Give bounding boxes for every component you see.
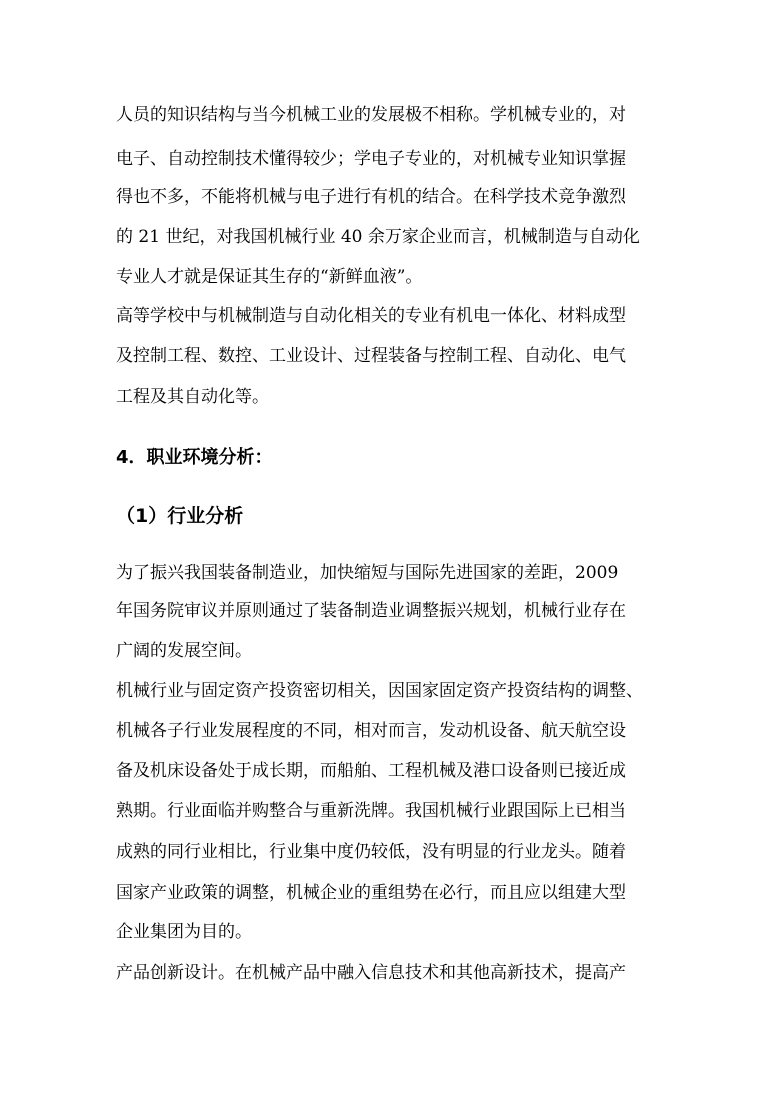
paragraph-line: 电子、自动控制技术懂得较少；学电子专业的，对机械专业知识掌握: [116, 149, 626, 169]
paragraph-line: 国家产业政策的调整，机械企业的重组势在必行，而且应以组建大型: [116, 883, 626, 903]
paragraph-line: 企业集团为目的。: [116, 922, 252, 942]
paragraph-line: 为了振兴我国装备制造业，加快缩短与国际先进国家的差距，2009: [116, 563, 619, 583]
paragraph-line: 备及机床设备处于成长期，而船舶、工程机械及港口设备则已接近成: [116, 761, 626, 781]
paragraph-line: 高等学校中与机械制造与自动化相关的专业有机电一体化、材料成型: [116, 306, 626, 326]
paragraph-line: 工程及其自动化等。: [116, 387, 269, 407]
subsection-heading: （1）行业分析: [116, 505, 244, 527]
section-heading: 4．职业环境分析：: [116, 447, 273, 468]
paragraph-line: 产品创新设计。在机械产品中融入信息技术和其他高新技术，提高产: [116, 963, 626, 983]
paragraph-line: 专业人才就是保证其生存的“新鲜血液”。: [116, 267, 423, 287]
paragraph-line: 年国务院审议并原则通过了装备制造业调整振兴规划，机械行业存在: [116, 601, 626, 621]
paragraph-line: 机械各子行业发展程度的不同，相对而言，发动机设备、航天航空设: [116, 721, 626, 741]
paragraph-line: 成熟的同行业相比，行业集中度仍较低，没有明显的行业龙头。随着: [116, 842, 626, 862]
paragraph-line: 的 21 世纪，对我国机械行业 40 余万家企业而言，机械制造与自动化: [116, 227, 640, 247]
paragraph-line: 得也不多，不能将机械与电子进行有机的结合。在科学技术竞争激烈: [116, 187, 626, 207]
paragraph-line: 机械行业与固定资产投资密切相关，因国家固定资产投资结构的调整、: [116, 681, 643, 701]
paragraph-line: 广阔的发展空间。: [116, 641, 252, 661]
paragraph-line: 熟期。行业面临并购整合与重新洗牌。我国机械行业跟国际上已相当: [116, 801, 626, 821]
paragraph-line: 及控制工程、数控、工业设计、过程装备与控制工程、自动化、电气: [116, 346, 626, 366]
paragraph-line: 人员的知识结构与当今机械工业的发展极不相称。学机械专业的，对: [116, 105, 626, 125]
